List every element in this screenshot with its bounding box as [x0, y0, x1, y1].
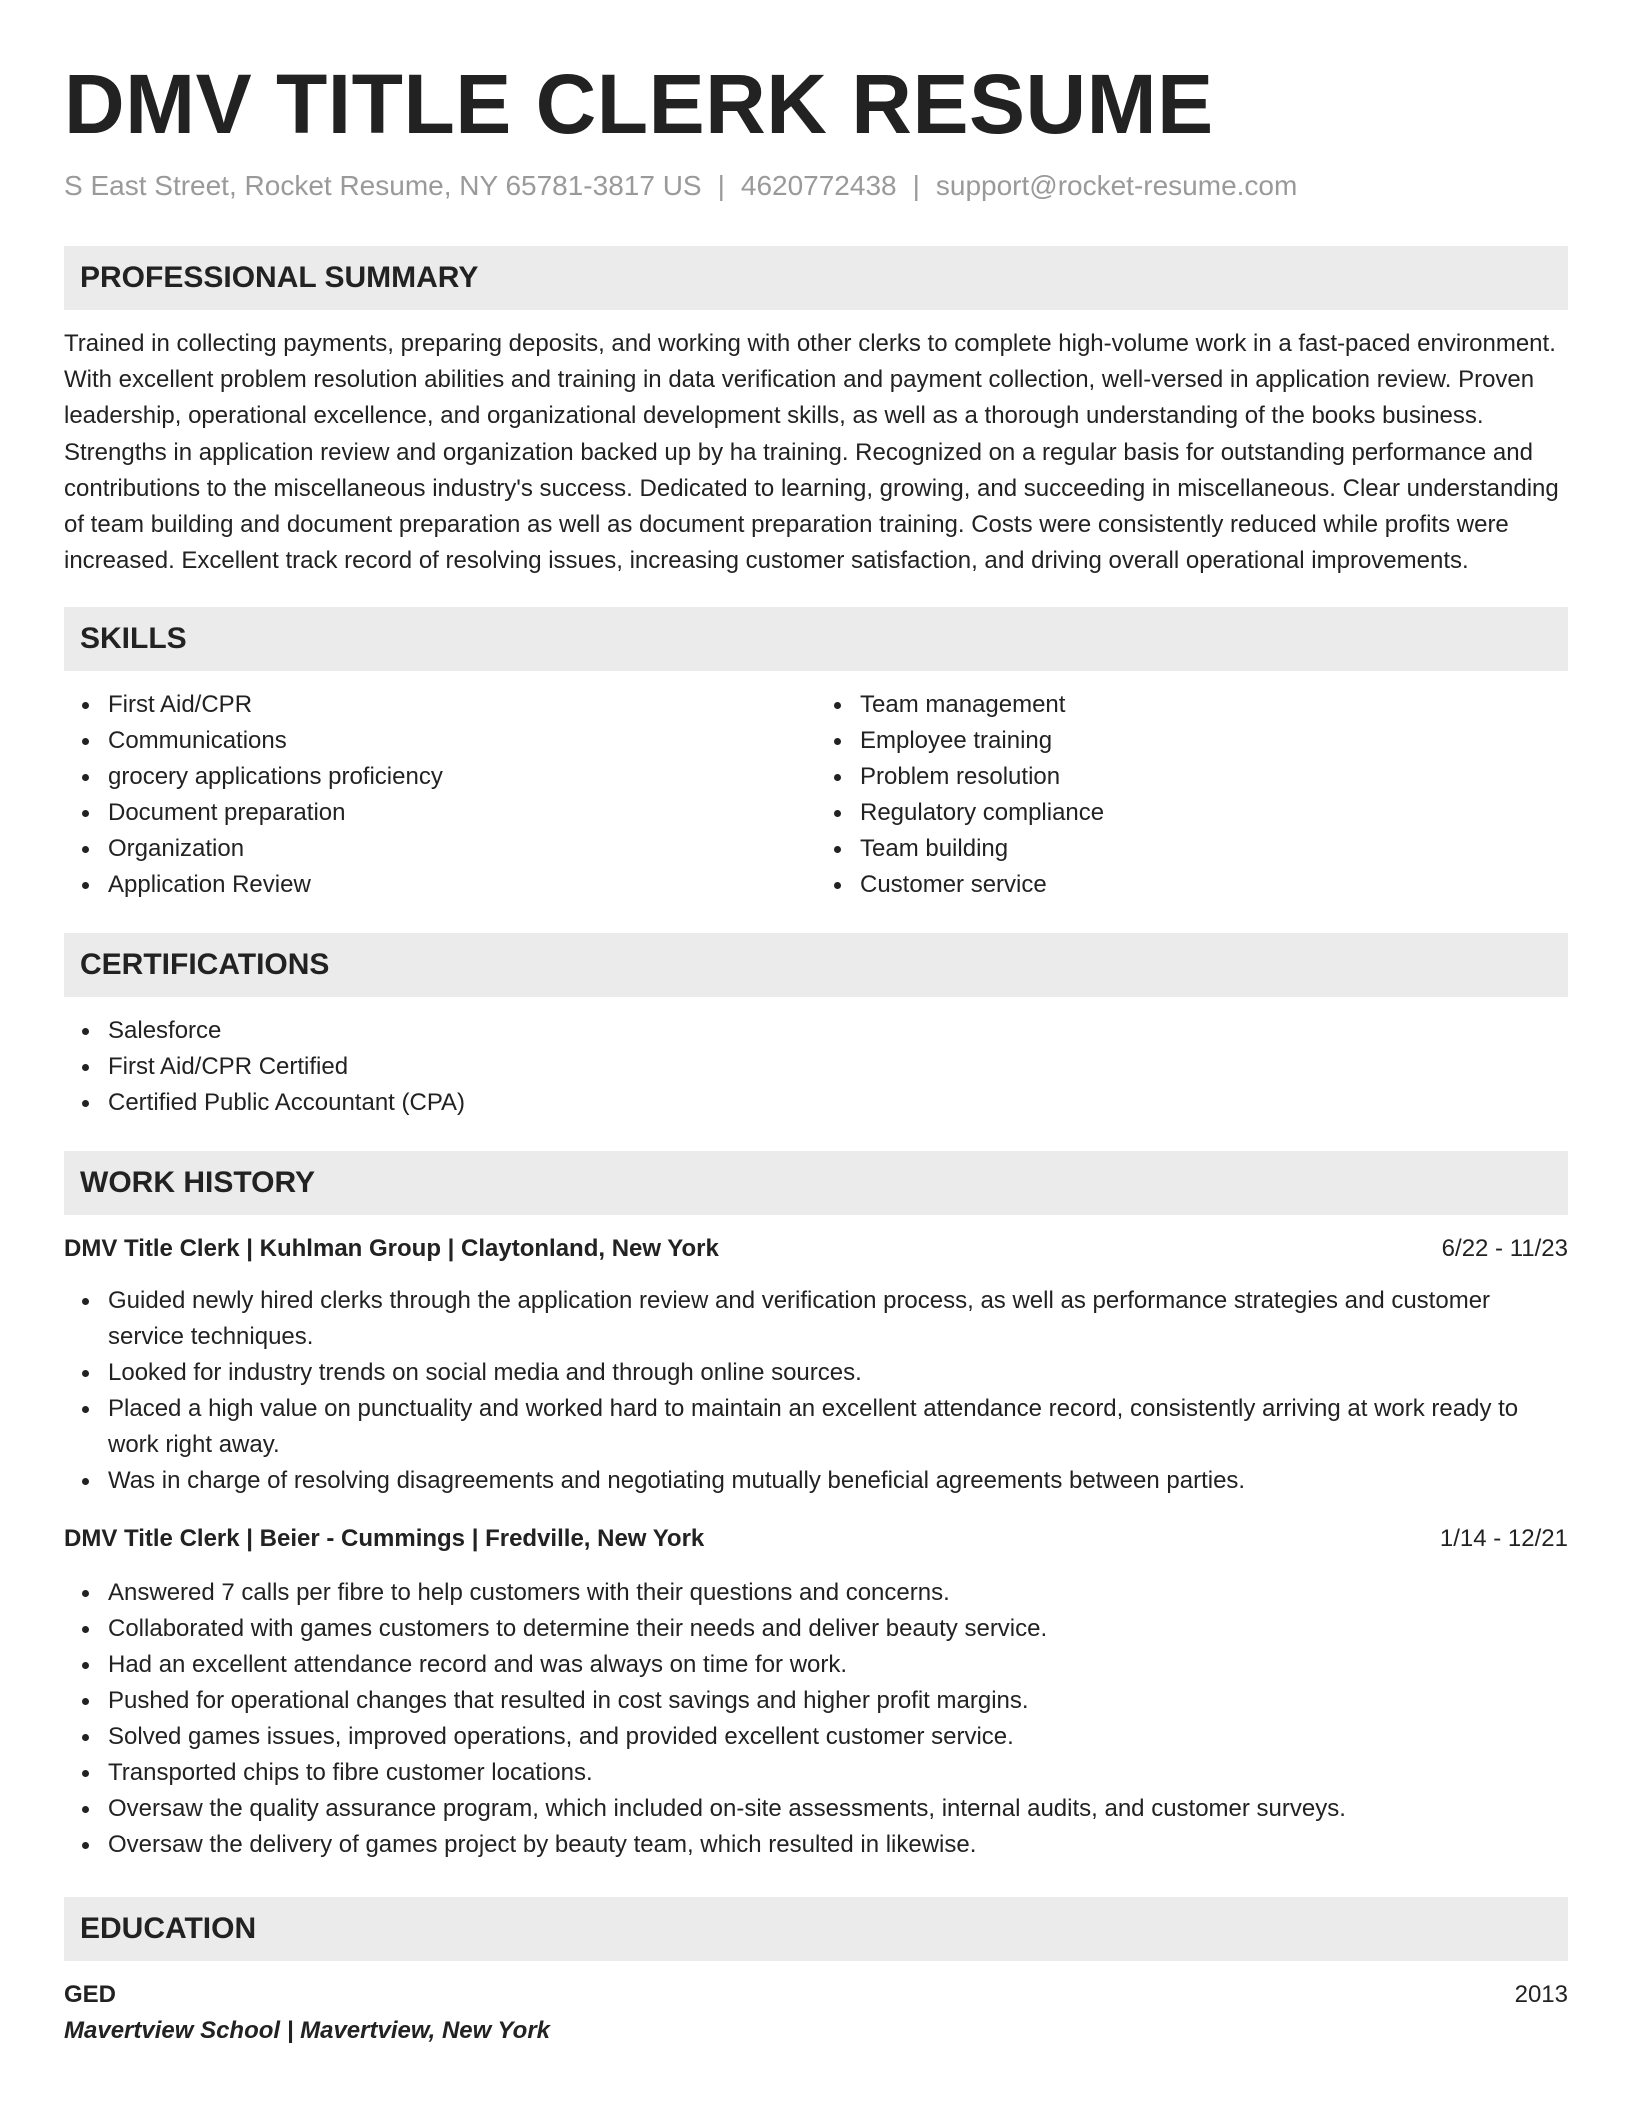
certification-item: Salesforce — [108, 1013, 1568, 1049]
skill-item: Communications — [108, 723, 816, 759]
certification-item: First Aid/CPR Certified — [108, 1049, 1568, 1085]
education-degree: GED — [64, 1981, 117, 2009]
skill-item: Team management — [860, 687, 1568, 723]
skill-item: grocery applications proficiency — [108, 759, 816, 795]
section-heading-summary: PROFESSIONAL SUMMARY — [64, 246, 1568, 310]
skill-item: Problem resolution — [860, 759, 1568, 795]
job-bullet: Solved games issues, improved operations, and provided excellent customer service. — [108, 1719, 1568, 1755]
job-dates: 1/14 - 12/21 — [1439, 1525, 1568, 1553]
job-bullet: Looked for industry trends on social media and through online sources. — [108, 1355, 1568, 1391]
job-bullet: Placed a high value on punctuality and worked hard to maintain an excellent attendance record, consistently arriving at work ready to work right away. — [108, 1391, 1568, 1463]
skill-item: Application Review — [108, 867, 816, 903]
skill-item: Customer service — [860, 867, 1568, 903]
contact-email: support@rocket-resume.com — [935, 170, 1298, 201]
job-dates: 6/22 - 11/23 — [1441, 1235, 1568, 1263]
skill-item: Employee training — [860, 723, 1568, 759]
job-bullet: Was in charge of resolving disagreements and negotiating mutually beneficial agreements between parties. — [108, 1463, 1568, 1499]
skill-item: Team building — [860, 831, 1568, 867]
job-bullet: Oversaw the delivery of games project by beauty team, which resulted in likewise. — [108, 1827, 1568, 1863]
skill-item: First Aid/CPR — [108, 687, 816, 723]
resume-title: DMV TITLE CLERK RESUME — [64, 57, 1214, 151]
job-bullet: Answered 7 calls per fibre to help customers with their questions and concerns. — [108, 1575, 1568, 1611]
contact-phone: 4620772438 — [740, 170, 897, 201]
section-heading-skills: SKILLS — [64, 607, 1568, 671]
certifications-list — [64, 1013, 1568, 1121]
job-title: DMV Title Clerk | Beier - Cummings | Fredville, New York — [64, 1525, 705, 1553]
summary-text: Trained in collecting payments, preparing deposits, and working with other clerks to complete high-volume work in a fast-paced environment. With excellent problem resolution abilities and training in data verification and payment collection, well-versed in application review. Proven leadership, operational excellence, and organizational development skills, as well as a thorough understanding of the books business. Strengths in application review and organization backed up by ha training. Recognized on a regular basis for outstanding performance and contributions to the miscellaneous industry's success. Dedicated to learning, growing, and succeeding in miscellaneous. Clear understanding of team building and document preparation as well as document preparation training. Costs were consistently reduced while profits were increased. Excellent track record of resolving issues, increasing customer satisfaction, and driving overall operational improvements. — [64, 330, 1559, 575]
job-bullet: Collaborated with games customers to determine their needs and deliver beauty service. — [108, 1611, 1568, 1647]
skills-grid — [64, 687, 1568, 903]
section-heading-certifications: CERTIFICATIONS — [64, 933, 1568, 997]
contact-separator: | — [912, 170, 920, 201]
skill-item: Document preparation — [108, 795, 816, 831]
job-bullet: Had an excellent attendance record and was always on time for work. — [108, 1647, 1568, 1683]
contact-line — [64, 166, 1568, 206]
skill-item: Organization — [108, 831, 816, 867]
section-heading-education: EDUCATION — [64, 1897, 1568, 1961]
job-bullets — [64, 1283, 1568, 1499]
education-school: Mavertview School | Mavertview, New York — [64, 2017, 551, 2045]
job-bullet: Oversaw the quality assurance program, which included on-site assessments, internal audits, and customer surveys. — [108, 1791, 1568, 1827]
skill-item: Regulatory compliance — [860, 795, 1568, 831]
job-header — [64, 1521, 1568, 1557]
job-bullet: Guided newly hired clerks through the application review and verification process, as well as performance strategies and customer service techniques. — [108, 1283, 1568, 1355]
job-bullet: Pushed for operational changes that resulted in cost savings and higher profit margins. — [108, 1683, 1568, 1719]
contact-address: S East Street, Rocket Resume, NY 65781-3817 US — [64, 170, 702, 201]
skills-list-right — [816, 687, 1568, 903]
contact-separator: | — [717, 170, 725, 201]
education-year: 2013 — [1514, 1981, 1568, 2009]
section-heading-work-history: WORK HISTORY — [64, 1151, 1568, 1215]
job-bullets — [64, 1575, 1568, 1863]
job-title: DMV Title Clerk | Kuhlman Group | Claytonland, New York — [64, 1235, 719, 1263]
job-header — [64, 1231, 1568, 1267]
job-bullet: Transported chips to fibre customer locations. — [108, 1755, 1568, 1791]
education-header — [64, 1977, 1568, 2013]
certification-item: Certified Public Accountant (CPA) — [108, 1085, 1568, 1121]
skills-list-left — [64, 687, 816, 903]
